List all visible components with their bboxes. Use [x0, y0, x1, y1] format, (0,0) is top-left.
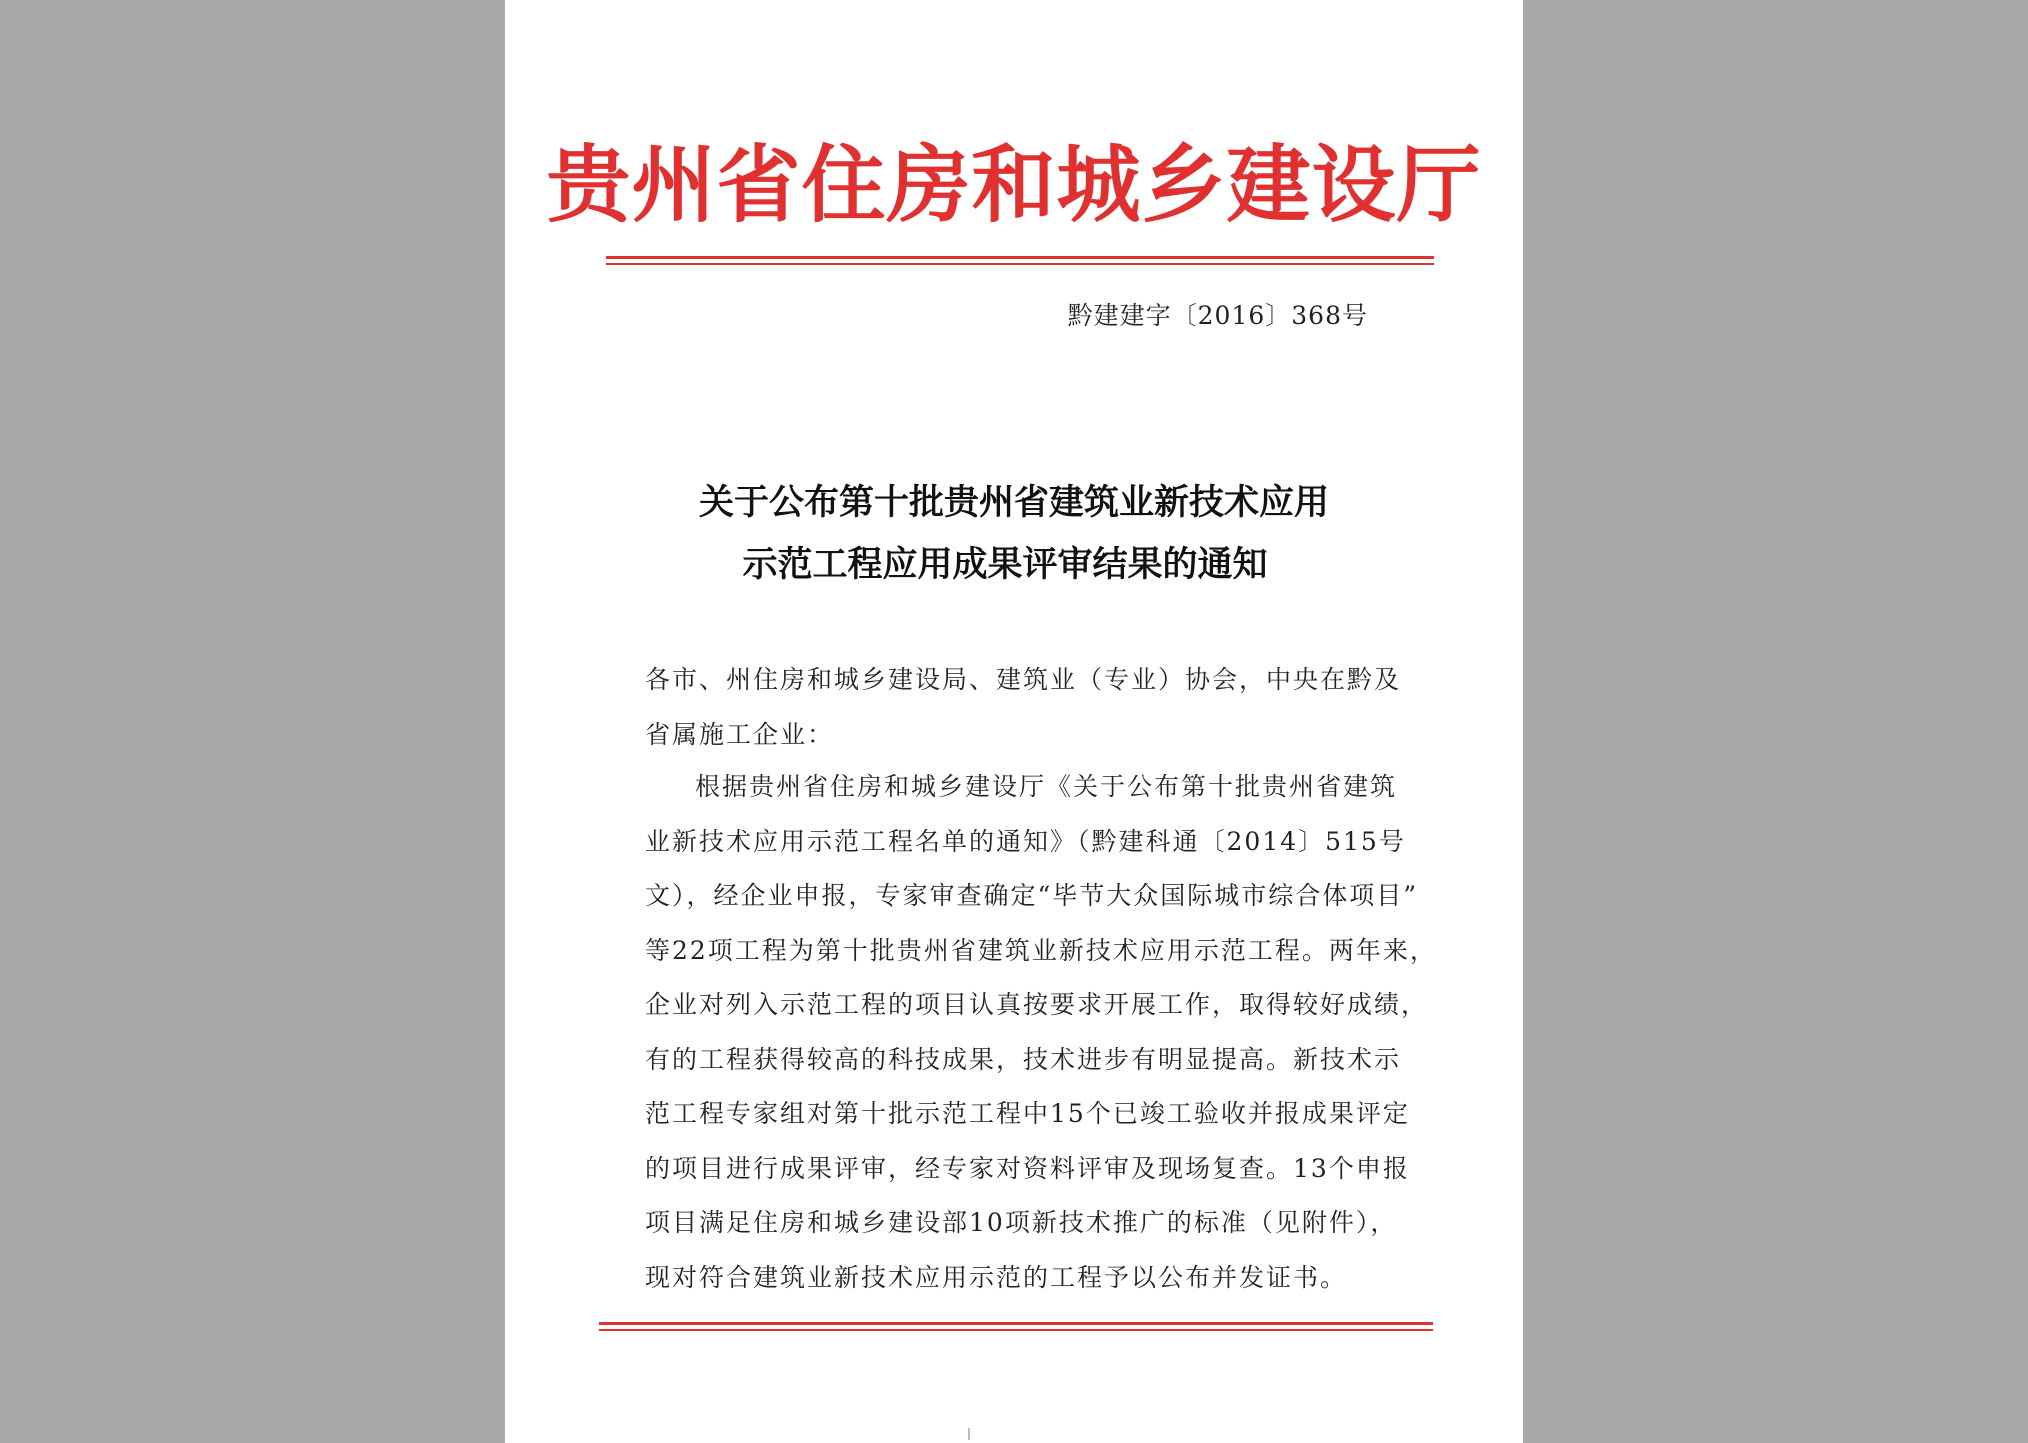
body-paragraph	[645, 760, 1437, 1305]
body-line: 根据贵州省住房和城乡建设厅《关于公布第十批贵州省建筑	[695, 772, 1398, 801]
body-line: 范工程专家组对第十批示范工程中15个已竣工验收并报成果评定	[645, 1099, 1410, 1128]
title-line: 关于公布第十批贵州省建筑业新技术应用	[698, 482, 1329, 523]
addressee	[645, 652, 1415, 762]
document-number: 黔建建字〔2016〕368号	[1067, 301, 1368, 330]
body-line: 项目满足住房和城乡建设部10项新技术推广的标准（见附件），	[645, 1208, 1398, 1237]
body-line: 等22项工程为第十批贵州省建筑业新技术应用示范工程。两年来，	[645, 935, 1437, 965]
document-page	[505, 0, 1523, 1443]
body-line: 业新技术应用示范工程名单的通知》（黔建科通〔2014〕515号	[645, 826, 1406, 856]
letterhead-title: 贵州省住房和城乡建设厅	[546, 135, 1482, 234]
letterhead-red-rule	[606, 256, 1434, 265]
title-line: 示范工程应用成果评审结果的通知	[742, 544, 1268, 585]
body-line: 文），经企业申报，专家审查确定“毕节大众国际城市综合体项目”	[645, 881, 1419, 910]
body-line: 的项目进行成果评审，经专家对资料评审及现场复查。13个申报	[645, 1153, 1410, 1183]
scan-artifact	[968, 1428, 970, 1440]
addressee-line: 各市、州住房和城乡建设局、建筑业（专业）协会，中央在黔及	[645, 665, 1402, 694]
body-line: 企业对列入示范工程的项目认真按要求开展工作，取得较好成绩，	[645, 990, 1429, 1019]
document-title	[505, 472, 1523, 596]
body-line: 现对符合建筑业新技术应用示范的工程予以公布并发证书。	[645, 1262, 1348, 1292]
addressee-line: 省属施工企业：	[645, 720, 835, 749]
footer-red-rule	[599, 1322, 1433, 1331]
body-line: 有的工程获得较高的科技成果，技术进步有明显提高。新技术示	[645, 1044, 1402, 1074]
